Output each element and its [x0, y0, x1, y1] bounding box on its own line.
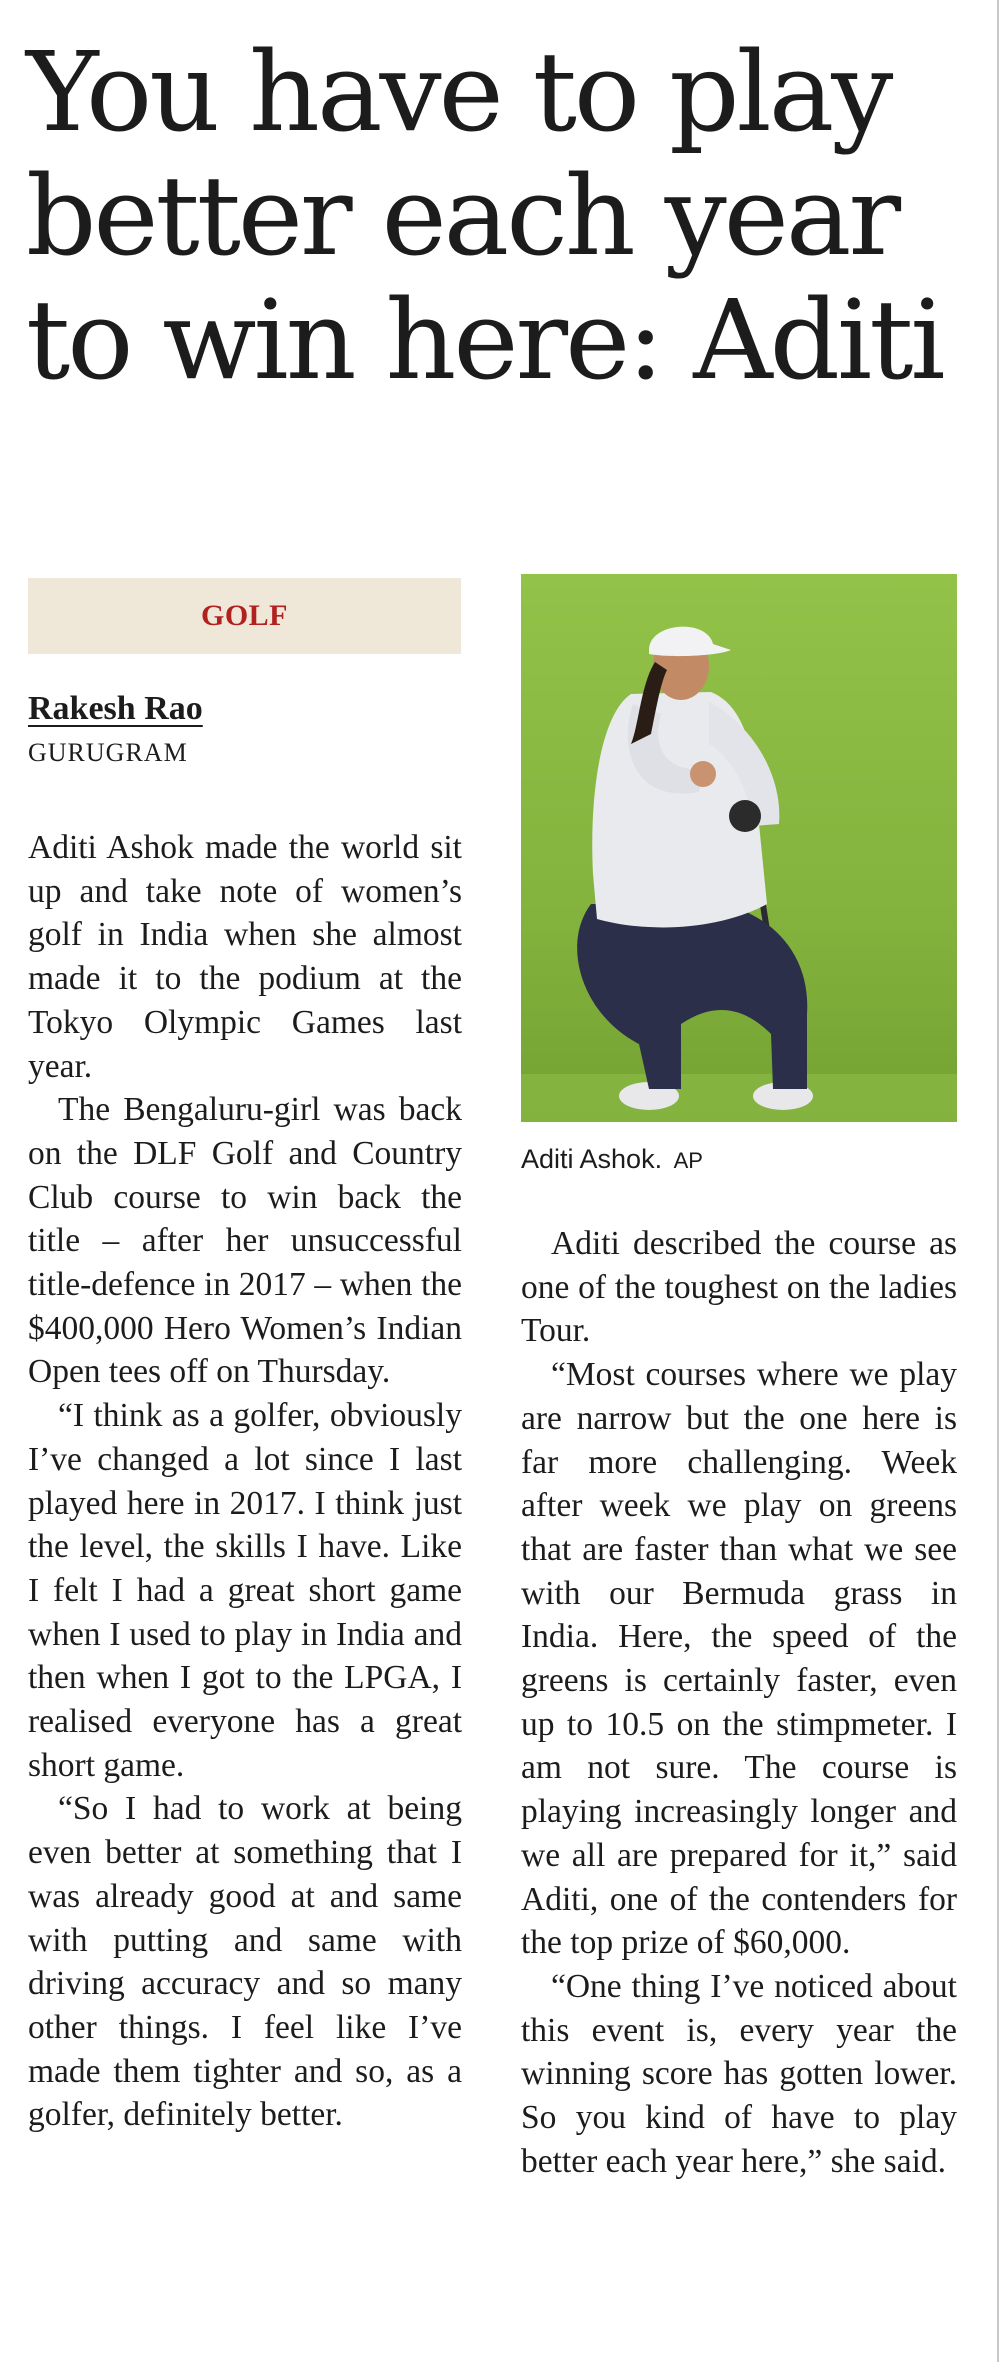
photo-caption [521, 1144, 703, 1175]
paragraph: Aditi Ashok made the world sit up and take note of women’s golf in India when she almost made it to the podium at the Tokyo Olympic Games last year. [28, 829, 462, 1085]
section-label: GOLF [200, 599, 288, 632]
section-kicker [28, 578, 461, 654]
dateline: GURUGRAM [28, 738, 188, 767]
headline-line: better each year [26, 152, 899, 280]
paragraph: “So I had to work at being even better at something that I was already good at and same with putting and same with driving accuracy and so many other things. I feel like I’ve made them tighter and so, as a golfer, definitely better. [28, 1790, 462, 2134]
photo-golfer-lining-up-putt [521, 574, 957, 1122]
paragraph: “Most courses where we play are narrow but the one here is far more challenging. Week after week we play on greens that are faster than what we see with our Bermuda grass in India. Here, the speed of the greens is certainly faster, even up to 10.5 on the stimpmeter. I am not sure. The course is playing increasingly longer and we all are prepared for it,” said Aditi, one of the contenders for the top prize of $60,000. [521, 1356, 957, 1962]
byline: Rakesh Rao [28, 690, 203, 727]
paragraph: “I think as a golfer, obviously I’ve changed a lot since I last played here in 2017. I think just the level, the skills I have. Like I felt I had a great short game when I used to play in India and then when I got to the LPGA, I realised everyone has a great short game. [28, 1397, 462, 1784]
caption-text: Aditi Ashok. [521, 1144, 663, 1174]
headline [26, 30, 976, 402]
headline-line: to win here: Aditi [26, 276, 943, 404]
article-column-1 [28, 826, 462, 2137]
paragraph: Aditi described the course as one of the toughest on the ladies Tour. [521, 1225, 957, 1350]
headline-line: You have to play [26, 28, 891, 156]
article-column-2 [521, 1222, 957, 2183]
photo-credit: AP [673, 1148, 703, 1173]
golfer-illustration [521, 574, 957, 1122]
paragraph: “One thing I’ve noticed about this event is, every year the winning score has gotten lower. So you kind of have to play better each year here,” she said. [521, 1967, 957, 2180]
paragraph: The Bengaluru-girl was back on the DLF Golf and Country Club course to win back the title – after her unsuccessful title-defence in 2017 – when the $400,000 Hero Women’s Indian Open tees off on Thursday. [28, 1091, 462, 1391]
